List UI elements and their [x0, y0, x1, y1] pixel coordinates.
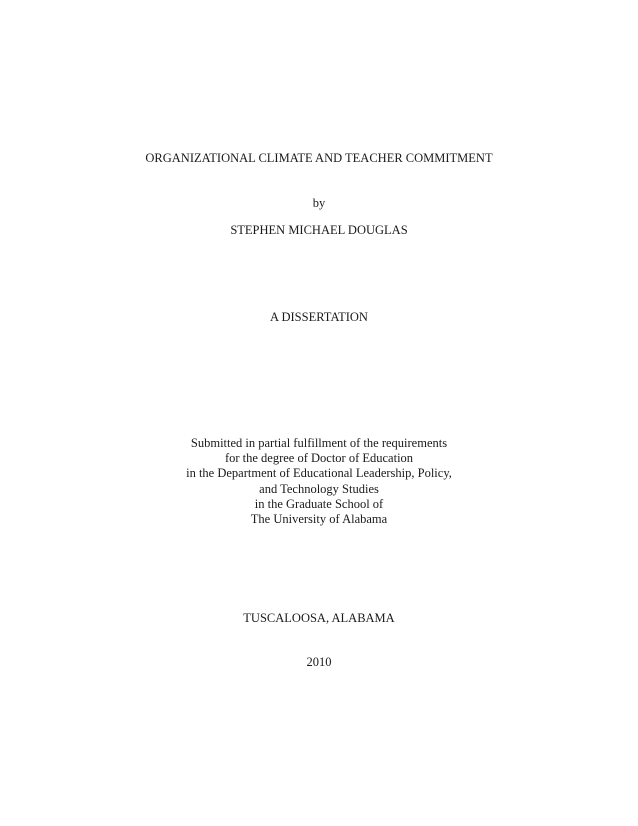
place: TUSCALOOSA, ALABAMA — [243, 611, 395, 625]
submission-line: and Technology Studies — [259, 481, 379, 496]
submission-line: in the Department of Educational Leadership, Policy, — [186, 466, 452, 481]
author-name: STEPHEN MICHAEL DOUGLAS — [230, 223, 408, 237]
submission-statement — [0, 436, 638, 527]
year: 2010 — [306, 655, 332, 669]
submission-line: Submitted in partial fulfillment of the requirements — [190, 436, 448, 450]
by-label: by — [312, 196, 326, 210]
submission-line: The University of Alabama — [250, 512, 388, 527]
submission-line: in the Graduate School of — [254, 496, 384, 511]
document-type: A DISSERTATION — [270, 310, 368, 324]
dissertation-title: ORGANIZATIONAL CLIMATE AND TEACHER COMMITMENT — [145, 151, 493, 165]
submission-line: for the degree of Doctor of Education — [224, 451, 414, 466]
